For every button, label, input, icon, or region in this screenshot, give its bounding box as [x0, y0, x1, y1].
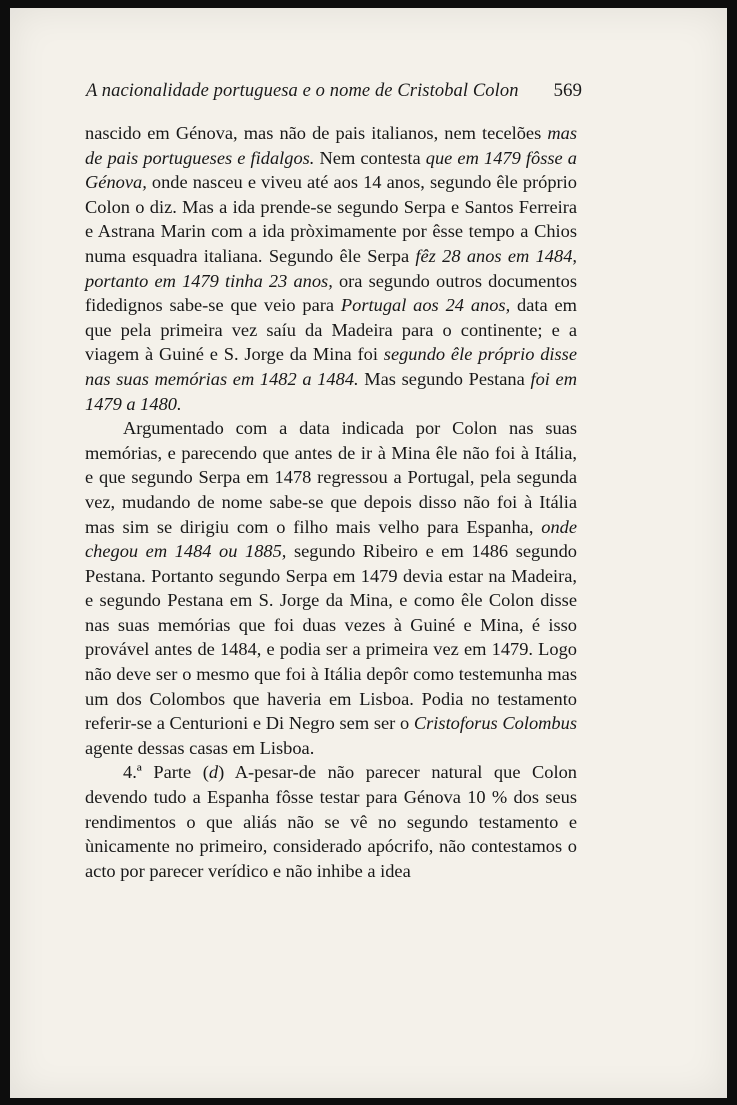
italic-run: Cristoforus Colombus [413, 713, 577, 734]
text-run: onde nasceu e viveu até aos 14 anos, segundo êle próprio Colon o diz. Mas a ida prende-se segundo Serpa e Santos Ferreira e Astrana Marin com a ida pròximamente por êsse tempo a Chios numa esquadra italiana. Segundo êle Serpa [85, 172, 577, 266]
italic-run: que em 1479 fôsse a Génova, [85, 147, 577, 193]
text-run: ) A-pesar-de não parecer natural que Colon devendo tudo a Espanha fôsse testar para Génova 10 % dos seus rendimentos o que aliás não se vê no segundo testamento e ùnicamente no primeiro, considerado apócrifo, não contestamos o acto por parecer verídico e não inhibe a idea [85, 762, 577, 881]
body-text [85, 121, 577, 883]
italic-run: d [208, 762, 219, 783]
paragraph [85, 760, 577, 883]
text-run: Nem contesta [314, 147, 426, 168]
text-run: 4.ª Parte ( [123, 762, 209, 783]
paragraph [85, 121, 577, 416]
italic-run: foi em 1479 a 1480. [85, 368, 577, 414]
italic-run: onde chegou em 1484 ou 1885, [85, 516, 577, 562]
book-page [10, 8, 727, 1098]
page-header [86, 80, 582, 112]
text-run: ora segundo outros documentos fidedignos sabe-se que veio para [85, 270, 577, 316]
text-run: Mas segundo Pestana [358, 368, 531, 389]
running-title: A nacionalidade portuguesa e o nome de Cristobal Colon [86, 81, 519, 101]
italic-run: fêz 28 anos em 1484, portanto em 1479 tinha 23 anos, [85, 245, 577, 291]
text-run: Argumentado com a data indicada por Colon nas suas memórias, e parecendo que antes de ir à Mina êle não foi à Itália, e que segundo Serpa em 1478 regressou a Portugal, pela segunda vez, mudando de nome sabe-se que depois disso não foi à Itália mas sim se dirigiu com o filho mais velho para Espanha, [85, 418, 577, 537]
italic-run: Portugal aos 24 anos, [340, 295, 511, 316]
text-run: data em que pela primeira vez saíu da Madeira para o continente; e a viagem à Guiné e S. Jorge da Mina foi [85, 295, 577, 365]
page-number: 569 [553, 80, 582, 101]
text-run: agente dessas casas em Lisboa. [85, 737, 315, 758]
italic-run: segundo êle próprio disse nas suas memórias em 1482 a 1484. [85, 344, 577, 389]
paragraph [85, 416, 577, 760]
text-run: segundo Ribeiro e em 1486 segundo Pestana. Portanto segundo Serpa em 1479 devia estar na Madeira, e segundo Pestana em S. Jorge da Mina, e como êle Colon disse nas suas memórias que foi duas vezes à Guiné e Mina, é isso provável antes de 1484, e podia ser a primeira vez em 1479. Logo não deve ser o mesmo que foi à Itália depôr como testemunha mas um dos Colombos que haveria em Lisboa. Podia no testamento referir-se a Centurioni e Di Negro sem ser o [85, 541, 577, 734]
text-run: nascido em Génova, mas não de pais italianos, nem tecelões [85, 123, 548, 143]
italic-run: mas de pais portugueses e fidalgos. [85, 123, 577, 168]
